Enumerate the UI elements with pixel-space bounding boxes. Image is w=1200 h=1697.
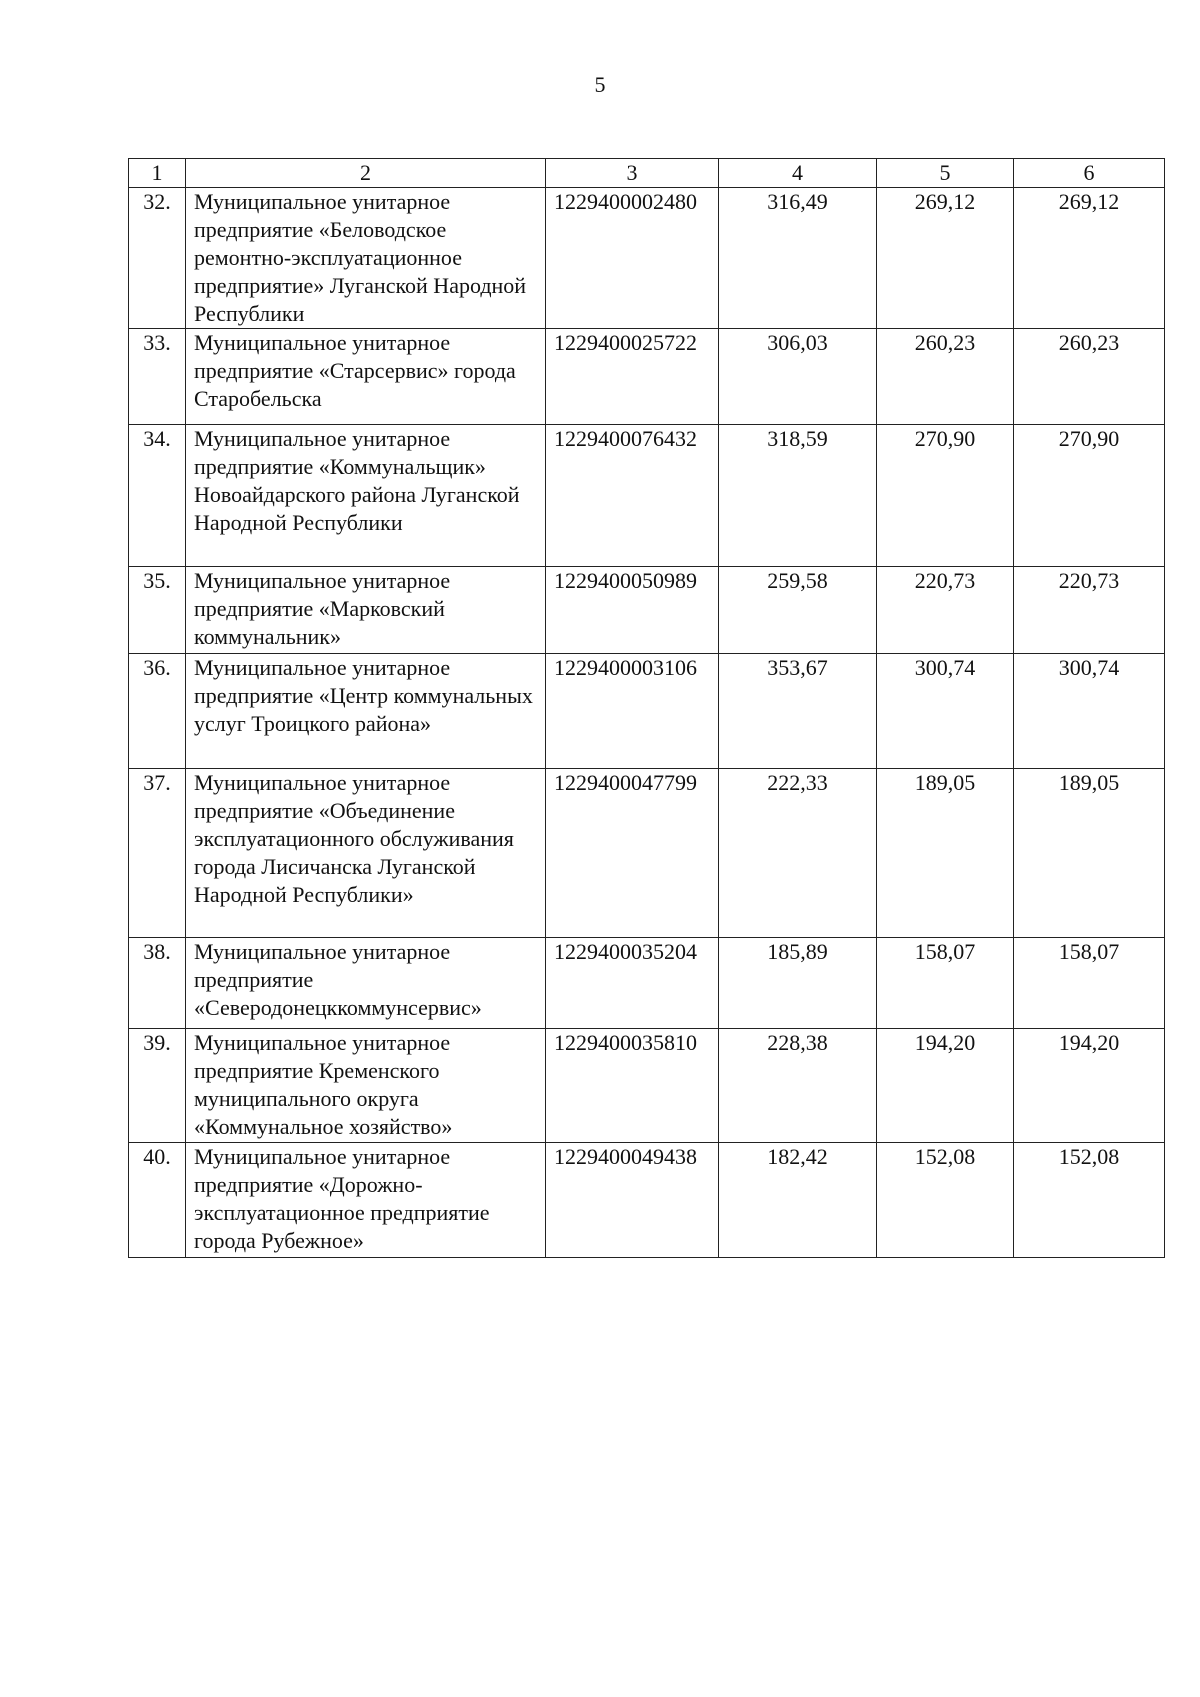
column-6-value: 194,20 — [1014, 1029, 1165, 1143]
row-number: 37. — [129, 769, 186, 938]
row-number: 40. — [129, 1143, 186, 1258]
column-5-value: 152,08 — [877, 1143, 1014, 1258]
column-header: 3 — [546, 159, 719, 188]
column-4-value: 318,59 — [719, 425, 877, 567]
column-5-value: 260,23 — [877, 329, 1014, 425]
column-4-value: 222,33 — [719, 769, 877, 938]
column-5-value: 300,74 — [877, 654, 1014, 769]
enterprise-name: Муниципальное унитарное предприятие «Коммунальщик» Новоайдарского района Луганской Народной Республики — [186, 425, 546, 567]
column-4-value: 228,38 — [719, 1029, 877, 1143]
row-number: 36. — [129, 654, 186, 769]
row-number: 38. — [129, 938, 186, 1029]
registration-number: 1229400025722 — [546, 329, 719, 425]
table-row — [129, 188, 1165, 329]
column-5-value: 194,20 — [877, 1029, 1014, 1143]
column-header: 2 — [186, 159, 546, 188]
registration-number: 1229400035810 — [546, 1029, 719, 1143]
column-header: 1 — [129, 159, 186, 188]
table-row — [129, 1143, 1165, 1258]
column-5-value: 220,73 — [877, 567, 1014, 654]
row-number: 34. — [129, 425, 186, 567]
table-row — [129, 938, 1165, 1029]
enterprise-name: Муниципальное унитарное предприятие Кременского муниципального округа «Коммунальное хозяйство» — [186, 1029, 546, 1143]
registration-number: 1229400050989 — [546, 567, 719, 654]
table-row — [129, 654, 1165, 769]
column-6-value: 158,07 — [1014, 938, 1165, 1029]
table-row — [129, 329, 1165, 425]
column-6-value: 300,74 — [1014, 654, 1165, 769]
row-number: 39. — [129, 1029, 186, 1143]
column-6-value: 270,90 — [1014, 425, 1165, 567]
row-number: 33. — [129, 329, 186, 425]
registration-number: 1229400003106 — [546, 654, 719, 769]
row-number: 32. — [129, 188, 186, 329]
enterprise-name: Муниципальное унитарное предприятие «Объединение эксплуатационного обслуживания города Лисичанска Луганской Народной Республики» — [186, 769, 546, 938]
table-row — [129, 1029, 1165, 1143]
column-4-value: 185,89 — [719, 938, 877, 1029]
table-row — [129, 769, 1165, 938]
page-number: 5 — [594, 72, 606, 97]
header-row — [129, 159, 1165, 188]
registration-number: 1229400035204 — [546, 938, 719, 1029]
enterprise-name: Муниципальное унитарное предприятие «Марковский коммунальник» — [186, 567, 546, 654]
column-5-value: 269,12 — [877, 188, 1014, 329]
registration-number: 1229400076432 — [546, 425, 719, 567]
row-number: 35. — [129, 567, 186, 654]
column-6-value: 189,05 — [1014, 769, 1165, 938]
column-6-value: 152,08 — [1014, 1143, 1165, 1258]
registration-number: 1229400049438 — [546, 1143, 719, 1258]
column-4-value: 182,42 — [719, 1143, 877, 1258]
column-4-value: 259,58 — [719, 567, 877, 654]
table-row — [129, 425, 1165, 567]
column-4-value: 306,03 — [719, 329, 877, 425]
column-4-value: 316,49 — [719, 188, 877, 329]
enterprise-name: Муниципальное унитарное предприятие «Северодонецккоммунсервис» — [186, 938, 546, 1029]
column-5-value: 189,05 — [877, 769, 1014, 938]
column-6-value: 220,73 — [1014, 567, 1165, 654]
enterprise-name: Муниципальное унитарное предприятие «Дорожно-эксплуатационное предприятие города Рубежное» — [186, 1143, 546, 1258]
column-header: 6 — [1014, 159, 1165, 188]
column-header: 5 — [877, 159, 1014, 188]
column-5-value: 158,07 — [877, 938, 1014, 1029]
column-6-value: 269,12 — [1014, 188, 1165, 329]
registration-number: 1229400047799 — [546, 769, 719, 938]
enterprise-table — [128, 158, 1165, 1258]
table-row — [129, 567, 1165, 654]
column-6-value: 260,23 — [1014, 329, 1165, 425]
registration-number: 1229400002480 — [546, 188, 719, 329]
column-4-value: 353,67 — [719, 654, 877, 769]
column-header: 4 — [719, 159, 877, 188]
enterprise-name: Муниципальное унитарное предприятие «Центр коммунальных услуг Троицкого района» — [186, 654, 546, 769]
enterprise-name: Муниципальное унитарное предприятие «Беловодское ремонтно-эксплуатационное предприятие» Луганской Народной Республики — [186, 188, 546, 329]
enterprise-name: Муниципальное унитарное предприятие «Старсервис» города Старобельска — [186, 329, 546, 425]
column-5-value: 270,90 — [877, 425, 1014, 567]
